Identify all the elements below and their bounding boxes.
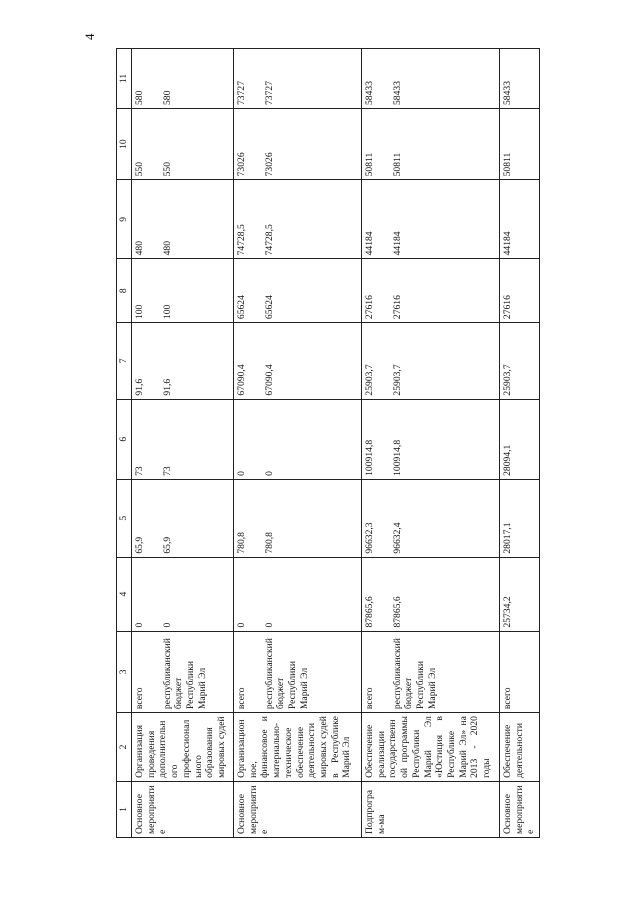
value-cell: [362, 180, 500, 259]
value-cell: [132, 399, 234, 479]
value: 100: [134, 304, 145, 320]
program-type-cell: Подпрограм-ма: [362, 781, 500, 837]
value-cell: [234, 399, 362, 479]
funding-source: всего: [134, 687, 145, 710]
value: 65,9: [134, 536, 145, 554]
value-cell: [500, 557, 540, 631]
value: 44184: [364, 231, 375, 256]
value: 580: [134, 90, 145, 105]
value-cell: [132, 479, 234, 557]
program-type-cell: Основное мероприятие: [234, 781, 362, 837]
header-cell: 8: [117, 259, 132, 323]
value: 100914,8: [391, 439, 403, 476]
value: 73026: [263, 152, 275, 177]
value-cell: [500, 479, 540, 557]
value: 0: [263, 471, 275, 476]
value-cell: [234, 557, 362, 631]
value: 25903,7: [502, 364, 513, 396]
value-cell: [500, 49, 540, 109]
value-cell: [234, 323, 362, 399]
table-row: [500, 49, 540, 838]
value: 87865,6: [391, 596, 403, 628]
value: 27616: [391, 295, 403, 320]
value: 58433: [391, 81, 403, 105]
value-cell: [132, 180, 234, 259]
value: 550: [161, 161, 173, 177]
value: 91,6: [134, 378, 145, 396]
value: 65624: [236, 295, 247, 320]
page-number: 4: [82, 33, 97, 40]
header-cell: 5: [117, 479, 132, 557]
value-cell: [362, 399, 500, 479]
header-cell: 3: [117, 631, 132, 713]
value: 74728,5: [236, 224, 247, 256]
header-cell: 1: [117, 781, 132, 837]
value: 73: [134, 466, 145, 476]
program-type-cell: Основное мероприятие: [500, 781, 540, 837]
value-cell: [132, 323, 234, 399]
funding-source-cell: [500, 631, 540, 713]
value: 27616: [364, 295, 375, 320]
value-cell: [132, 259, 234, 323]
value: 100914,8: [364, 439, 375, 476]
funding-source: всего: [236, 687, 247, 710]
value: 65,9: [161, 536, 173, 554]
value: 44184: [391, 231, 403, 256]
value: 96632,3: [364, 522, 375, 554]
budget-table: [116, 48, 540, 838]
value: 58433: [502, 81, 513, 105]
header-cell: 10: [117, 108, 132, 179]
value-cell: [500, 180, 540, 259]
value: 480: [134, 240, 145, 256]
header-cell: 9: [117, 180, 132, 259]
header-cell: 2: [117, 713, 132, 782]
value: 73727: [236, 81, 247, 105]
value: 44184: [502, 231, 513, 256]
value: 50811: [364, 152, 375, 177]
value: 0: [236, 622, 247, 628]
value-cell: [500, 108, 540, 179]
header-cell: 11: [117, 49, 132, 109]
value: 100: [161, 304, 173, 320]
value: 28094,1: [502, 444, 513, 476]
rotated-table-container: [116, 48, 536, 838]
value-cell: [132, 557, 234, 631]
funding-source: республиканский бюджет Республики Марий Эл: [391, 638, 438, 710]
value: 25903,7: [364, 364, 375, 396]
header-cell: 7: [117, 323, 132, 399]
value: 73026: [236, 152, 247, 177]
table-row: [362, 49, 500, 838]
value-cell: [234, 49, 362, 109]
value-cell: [362, 479, 500, 557]
value: 0: [236, 471, 247, 476]
value: 0: [134, 622, 145, 628]
value: 27616: [502, 295, 513, 320]
value-cell: [362, 557, 500, 631]
value: 73: [161, 466, 173, 476]
value-cell: [500, 323, 540, 399]
value-cell: [362, 259, 500, 323]
value-cell: [234, 180, 362, 259]
funding-source-cell: [132, 631, 234, 713]
funding-source: республиканский бюджет Республики Марий Эл: [263, 638, 310, 710]
value-cell: [362, 49, 500, 109]
value: 91,6: [161, 378, 173, 396]
value-cell: [362, 323, 500, 399]
header-row: [117, 49, 132, 838]
value: 50811: [502, 152, 513, 177]
value-cell: [234, 479, 362, 557]
header-cell: 4: [117, 557, 132, 631]
program-name-cell: Организация проведения дополнительного профессионального образования мировых судей: [132, 713, 234, 782]
table-row: [132, 49, 234, 838]
value: 50811: [391, 152, 403, 177]
funding-source: всего: [364, 687, 375, 710]
funding-source-cell: [234, 631, 362, 713]
value: 87865,6: [364, 596, 375, 628]
value: 58433: [364, 81, 375, 105]
value-cell: [362, 108, 500, 179]
value: 0: [161, 622, 173, 628]
value: 25734,2: [502, 596, 513, 628]
value: 28017,1: [502, 522, 513, 554]
value: 67090,4: [236, 364, 247, 396]
header-cell: 6: [117, 399, 132, 479]
value: 480: [161, 240, 173, 256]
value: 73727: [263, 81, 275, 105]
funding-source: республиканский бюджет Республики Марий Эл: [161, 638, 208, 710]
value-cell: [132, 108, 234, 179]
value-cell: [500, 259, 540, 323]
value-cell: [234, 259, 362, 323]
value-cell: [234, 108, 362, 179]
value-cell: [132, 49, 234, 109]
program-name-cell: Обеспечение деятельности: [500, 713, 540, 782]
program-name-cell: Обеспечение реализации государственной программы Республики Марий Эл «Юстиция в Республике Марий Эл» на 2013 - 2020 годы: [362, 713, 500, 782]
program-name-cell: Организационное, финансовое и материально-техническое обеспечение деятельности мировых судей в Республике Марий Эл: [234, 713, 362, 782]
value: 550: [134, 161, 145, 177]
funding-source: всего: [502, 687, 513, 710]
value: 65624: [263, 295, 275, 320]
value: 780,8: [236, 532, 247, 554]
value: 580: [161, 90, 173, 105]
value: 74728,5: [263, 224, 275, 256]
funding-source-cell: [362, 631, 500, 713]
value: 25903,7: [391, 364, 403, 396]
table-row: [234, 49, 362, 838]
value-cell: [500, 399, 540, 479]
value: 67090,4: [263, 364, 275, 396]
value: 780,8: [263, 532, 275, 554]
program-type-cell: Основное мероприятие: [132, 781, 234, 837]
value: 0: [263, 622, 275, 628]
value: 96632,4: [391, 522, 403, 554]
